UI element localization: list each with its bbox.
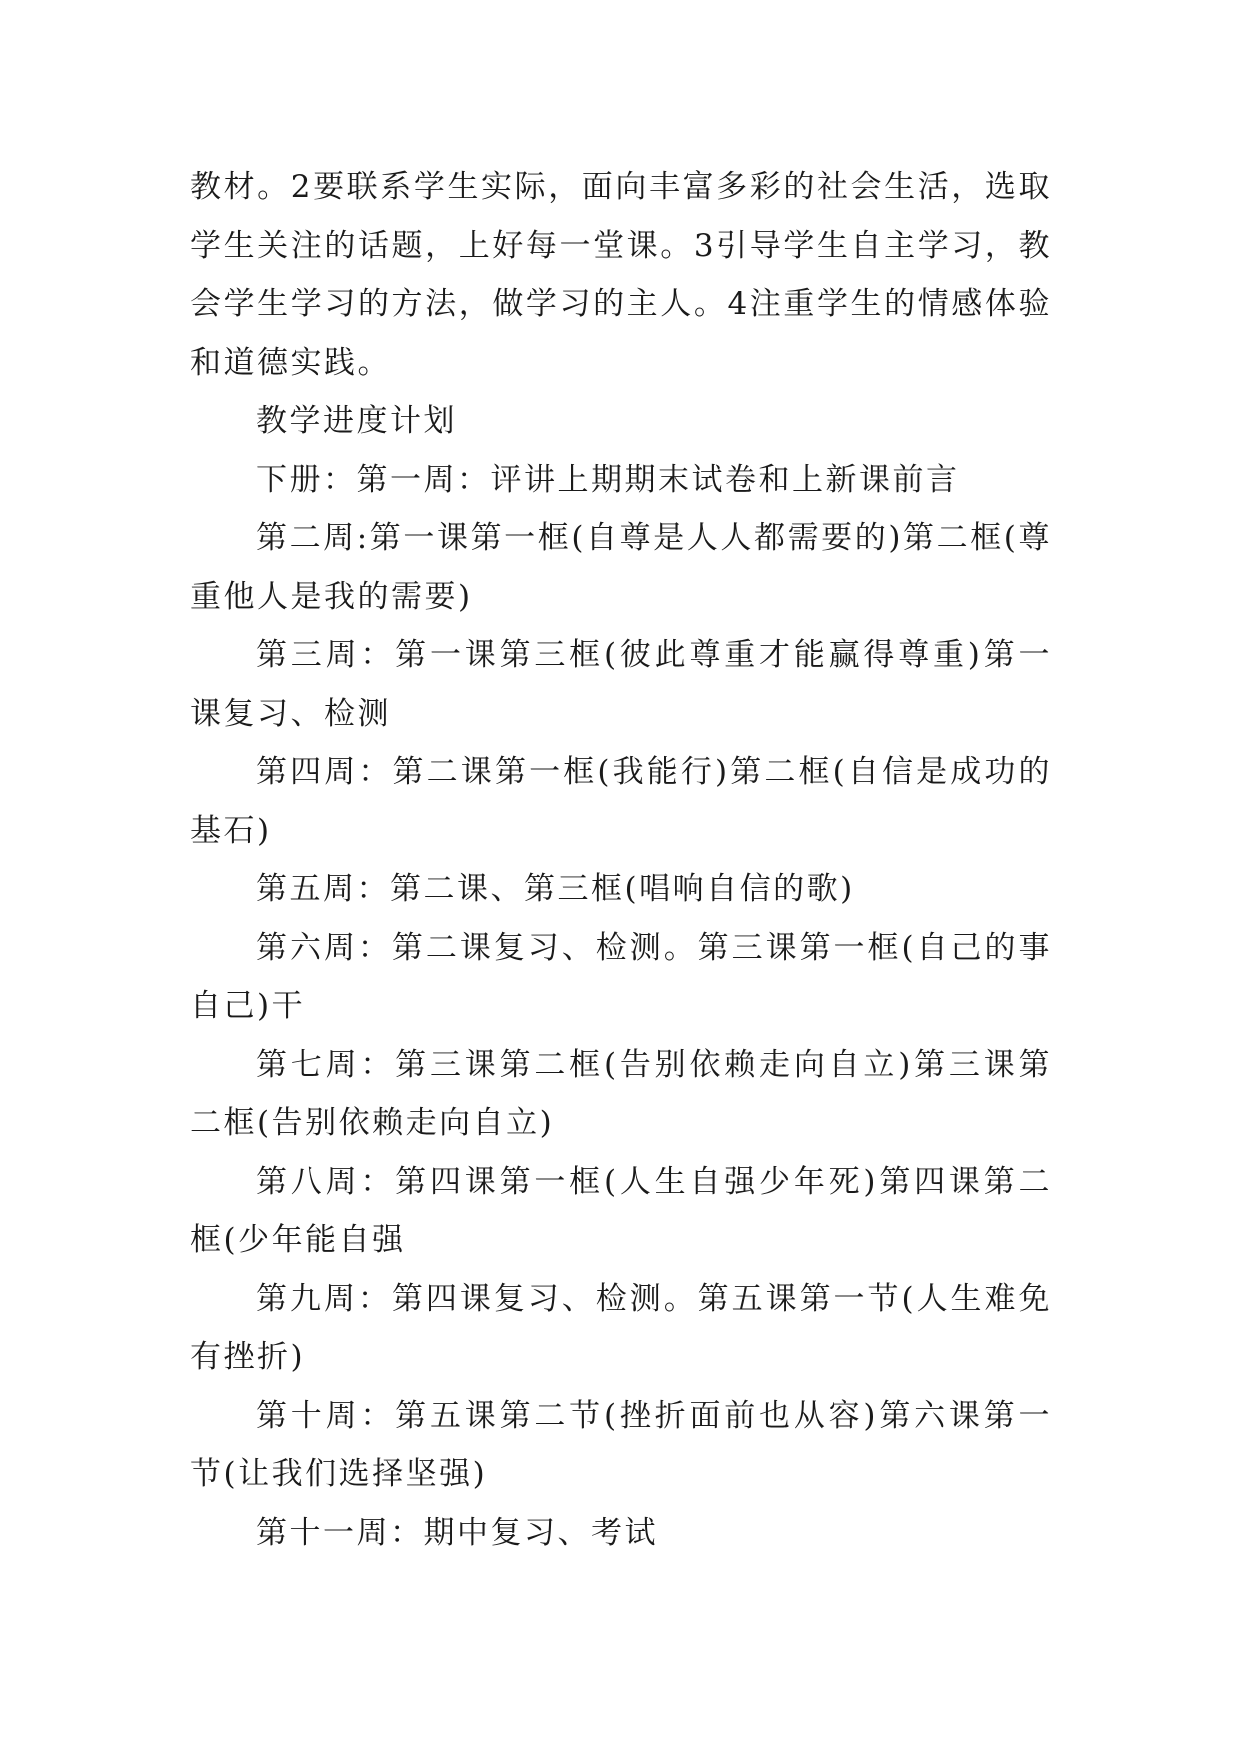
schedule-week-2: 第二周:第一课第一框(自尊是人人都需要的)第二框(尊重他人是我的需要) bbox=[190, 520, 1052, 615]
section-heading-schedule: 教学进度计划 bbox=[256, 403, 457, 439]
schedule-week-8: 第八周：第四课第一框(人生自强少年死)第四课第二框(少年能自强 bbox=[190, 1163, 1052, 1258]
paragraph-teaching-suggestions: 教材。2要联系学生实际，面向丰富多彩的社会生活，选取学生关注的话题，上好每一堂课。3引导学生自主学习，教会学生学习的方法，做学习的主人。4注重学生的情感体验和道德实践。 bbox=[190, 169, 1052, 381]
schedule-week-10: 第十周：第五课第二节(挫折面前也从容)第六课第一节(让我们选择坚强) bbox=[190, 1397, 1052, 1492]
schedule-week-1: 下册：第一周：评讲上期期末试卷和上新课前言 bbox=[256, 461, 960, 498]
schedule-week-7: 第七周：第三课第二框(告别依赖走向自立)第三课第二框(告别依赖走向自立) bbox=[190, 1046, 1052, 1141]
schedule-week-6: 第六周：第二课复习、检测。第三课第一框(自己的事自己)干 bbox=[190, 929, 1052, 1024]
schedule-week-4: 第四周：第二课第一框(我能行)第二框(自信是成功的基石) bbox=[190, 754, 1052, 849]
schedule-week-11: 第十一周：期中复习、考试 bbox=[256, 1514, 658, 1551]
document-body bbox=[190, 158, 1052, 1562]
schedule-week-9: 第九周：第四课复习、检测。第五课第一节(人生难免有挫折) bbox=[190, 1280, 1052, 1375]
schedule-week-3: 第三周：第一课第三框(彼此尊重才能赢得尊重)第一课复习、检测 bbox=[190, 637, 1052, 732]
schedule-week-5: 第五周：第二课、第三框(唱响自信的歌) bbox=[256, 871, 855, 907]
